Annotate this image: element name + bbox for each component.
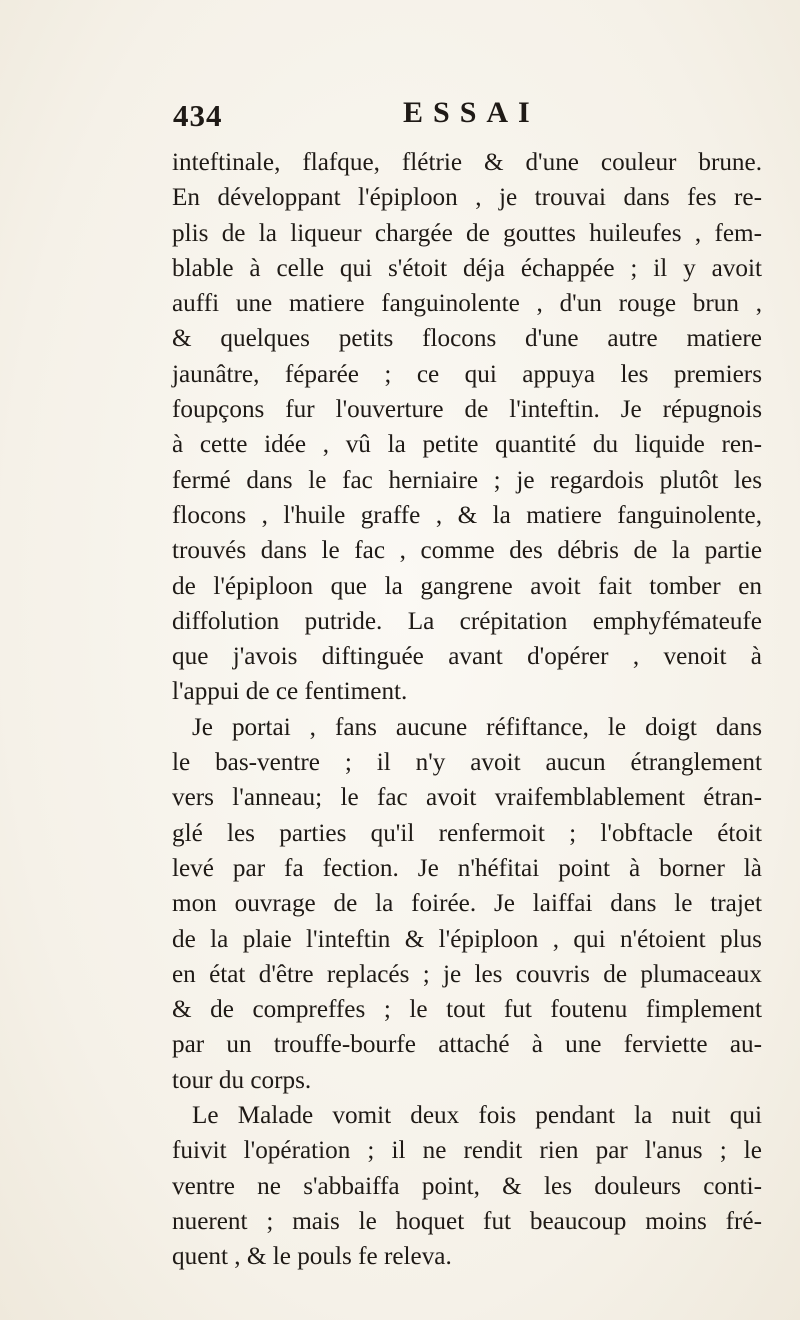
text-line: fermé dans le fac herniaire ; je regardois plutôt les [172, 466, 762, 494]
text-line: En développant l'épiploon , je trouvai dans fes re- [172, 184, 762, 212]
text-line: l'appui de ce fentiment. [172, 678, 408, 706]
text-line: fuivit l'opération ; il ne rendit rien par l'anus ; le [172, 1137, 762, 1165]
text-line: tour du corps. [172, 1066, 312, 1094]
text-line: flocons , l'huile graffe , & la matiere fanguinolente, [172, 501, 762, 529]
text-line: que j'avois diftinguée avant d'opérer , venoit à [172, 643, 762, 671]
body-text [172, 145, 762, 1275]
text-line: & de compreffes ; le tout fut foutenu fimplement [172, 996, 762, 1024]
text-line: par un trouffe-bourfe attaché à une ferviette au- [172, 1031, 762, 1059]
text-line: Le Malade vomit deux fois pendant la nuit qui [192, 1102, 762, 1130]
text-line: foupçons fur l'ouverture de l'inteftin. Je répugnois [172, 396, 762, 424]
text-line: levé par fa fection. Je n'héfitai point à borner là [172, 854, 762, 882]
text-line: Je portai , fans aucune réfiftance, le doigt dans [192, 713, 762, 741]
text-line: le bas-ventre ; il n'y avoit aucun étranglement [172, 749, 762, 777]
text-line: en état d'être replacés ; je les couvris de plumaceaux [172, 960, 762, 988]
running-head: ESSAI [403, 96, 540, 129]
text-line: mon ouvrage de la foirée. Je laiffai dans le trajet [172, 890, 762, 918]
page-header [173, 96, 733, 146]
text-line: glé les parties qu'il renfermoit ; l'obftacle étoit [172, 819, 762, 847]
text-line: plis de la liqueur chargée de gouttes huileufes , fem- [172, 219, 762, 247]
text-line: auffi une matiere fanguinolente , d'un rouge brun , [172, 290, 762, 318]
text-line: quent , & le pouls fe releva. [172, 1243, 452, 1271]
text-line: de l'épiploon que la gangrene avoit fait tomber en [172, 572, 762, 600]
text-line: inteftinale, flafque, flétrie & d'une couleur brune. [172, 149, 762, 176]
text-line: ventre ne s'abbaiffa point, & les douleurs conti- [172, 1172, 762, 1200]
text-line: nuerent ; mais le hoquet fut beaucoup moins fré- [172, 1207, 762, 1235]
text-line: jaunâtre, féparée ; ce qui appuya les premiers [172, 360, 762, 388]
text-line: trouvés dans le fac , comme des débris de la partie [172, 537, 762, 565]
text-line: blable à celle qui s'étoit déja échappée ; il y avoit [172, 254, 762, 282]
text-line: diffolution putride. La crépitation emphyfémateufe [172, 607, 762, 635]
text-line: vers l'anneau; le fac avoit vraifemblablement étran- [172, 784, 762, 812]
page-number: 434 [173, 98, 223, 133]
text-line: à cette idée , vû la petite quantité du liquide ren- [172, 431, 762, 459]
text-line: & quelques petits flocons d'une autre matiere [172, 325, 762, 353]
text-line: de la plaie l'inteftin & l'épiploon , qui n'étoient plus [172, 925, 762, 953]
